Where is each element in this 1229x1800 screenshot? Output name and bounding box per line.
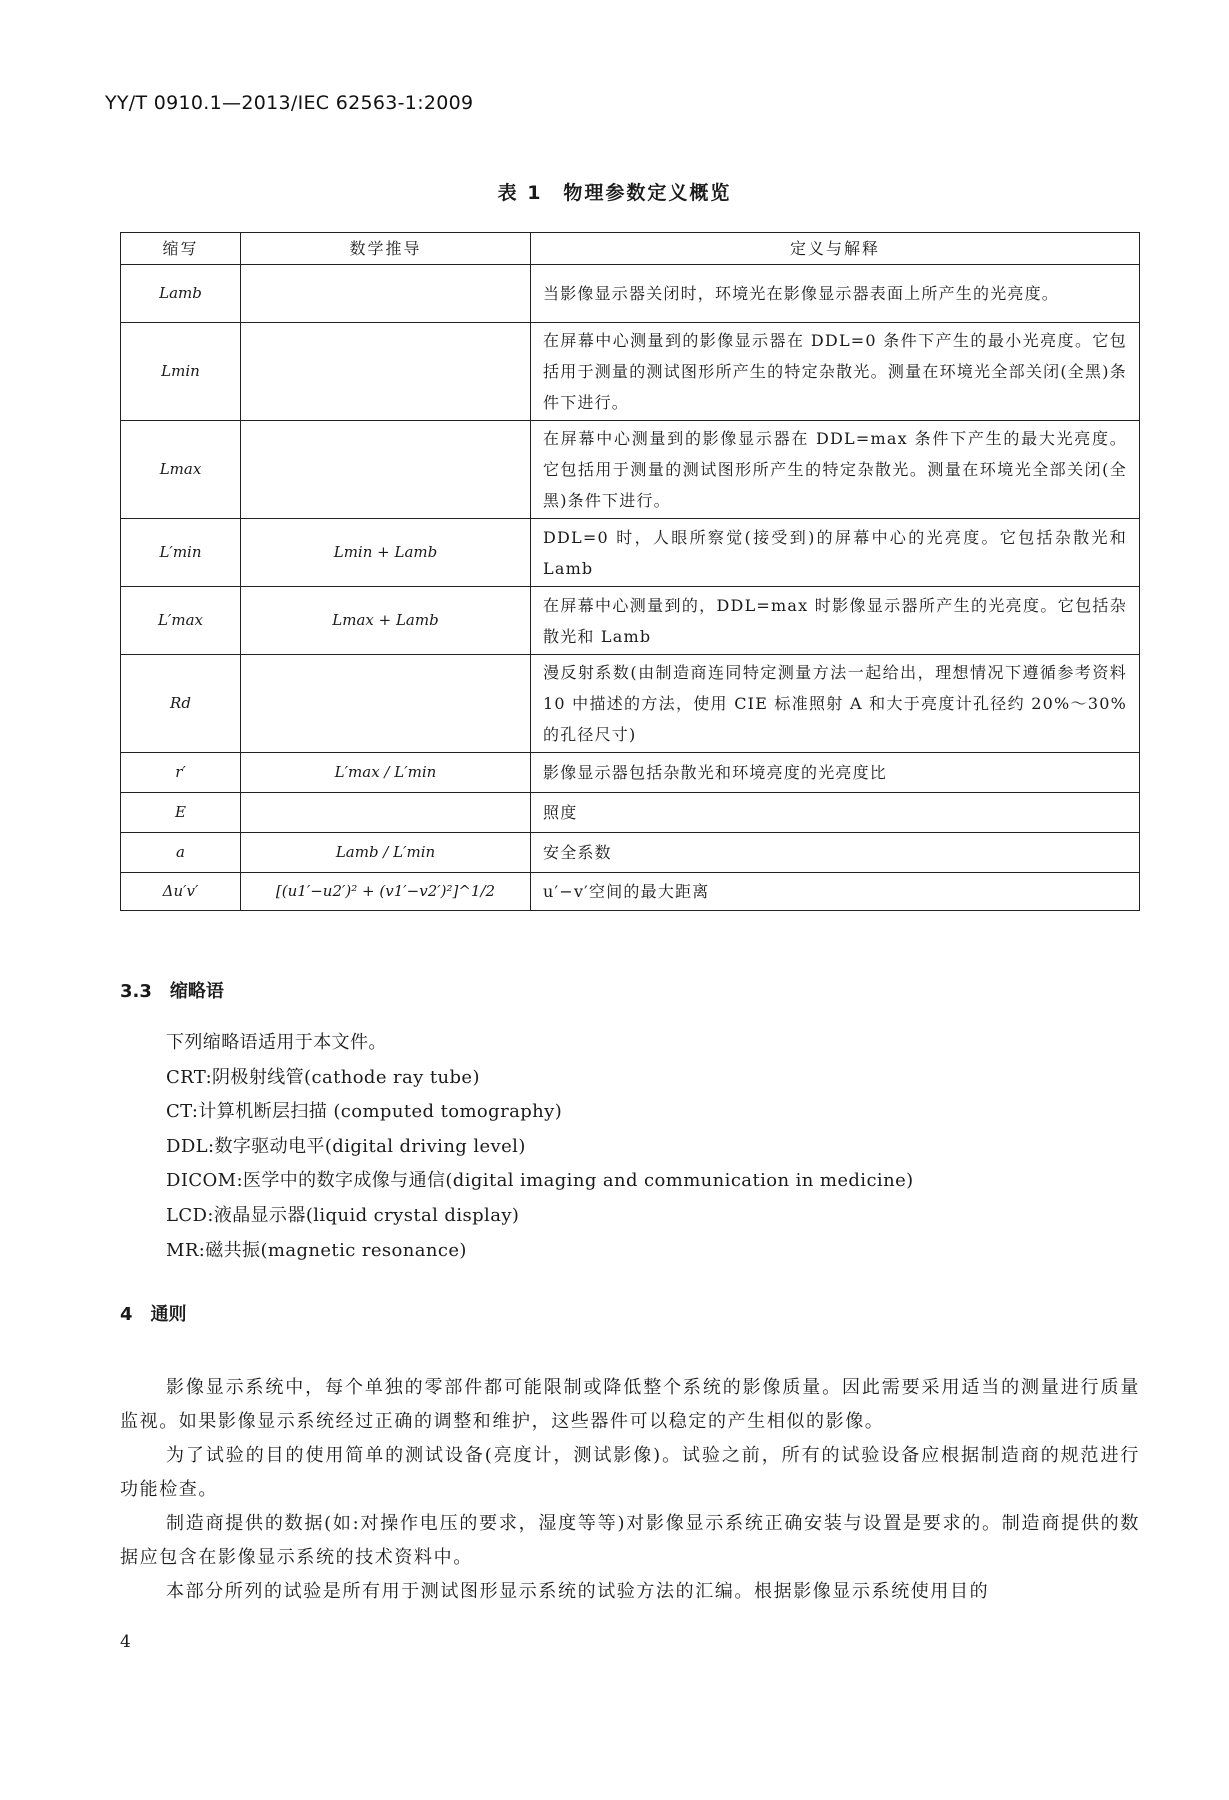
list-item: DICOM:医学中的数字成像与通信(digital imaging and communication in medicine)	[166, 1170, 914, 1192]
list-item: CRT:阴极射线管(cathode ray tube)	[166, 1066, 480, 1088]
abbr-cell: Lmax	[121, 421, 241, 519]
definition-cell: 在屏幕中心测量到的影像显示器在 DDL=max 条件下产生的最大光亮度。它包括用于测量的测试图形所产生的特定杂散光。测量在环境光全部关闭(全黑)条件下进行。	[531, 421, 1140, 519]
definition-cell: DDL=0 时，人眼所察觉(接受到)的屏幕中心的光亮度。它包括杂散光和 Lamb	[531, 519, 1140, 587]
definition-cell: 在屏幕中心测量到的影像显示器在 DDL=0 条件下产生的最小光亮度。它包括用于测量的测试图形所产生的特定杂散光。测量在环境光全部关闭(全黑)条件下进行。	[531, 323, 1140, 421]
abbreviation-list	[166, 1026, 914, 1268]
abbr-cell: Δu′v′	[121, 873, 241, 911]
formula-cell	[241, 793, 531, 833]
formula-cell	[241, 323, 531, 421]
column-header: 数学推导	[241, 233, 531, 265]
abbr-cell: r′	[121, 753, 241, 793]
table-row	[121, 753, 1140, 793]
list-item: DDL:数字驱动电平(digital driving level)	[166, 1135, 526, 1157]
definition-cell: u′−v′空间的最大距离	[531, 873, 1140, 911]
definition-cell: 漫反射系数(由制造商连同特定测量方法一起给出，理想情况下遵循参考资料 10 中描述的方法，使用 CIE 标准照射 A 和大于亮度计孔径约 20%～30%的孔径尺寸)	[531, 655, 1140, 753]
table-row	[121, 655, 1140, 753]
abbr-cell: a	[121, 833, 241, 873]
table-title: 表 1 物理参数定义概览	[497, 182, 732, 204]
abbr-cell: Rd	[121, 655, 241, 753]
section-heading-3-3: 3.3 缩略语	[120, 981, 224, 1002]
table-row	[121, 265, 1140, 323]
definition-cell: 影像显示器包括杂散光和环境亮度的光亮度比	[531, 753, 1140, 793]
list-item: LCD:液晶显示器(liquid crystal display)	[166, 1204, 520, 1226]
definition-cell: 在屏幕中心测量到的，DDL=max 时影像显示器所产生的光亮度。它包括杂散光和 Lamb	[531, 587, 1140, 655]
formula-cell	[241, 655, 531, 753]
abbr-cell: Lamb	[121, 265, 241, 323]
definition-cell: 安全系数	[531, 833, 1140, 873]
page-number: 4	[120, 1632, 131, 1652]
definition-cell: 照度	[531, 793, 1140, 833]
list-item: MR:磁共振(magnetic resonance)	[166, 1239, 467, 1261]
table-row	[121, 873, 1140, 911]
general-section-body	[120, 1371, 1140, 1609]
abbr-cell: L′min	[121, 519, 241, 587]
list-item: CT:计算机断层扫描 (computed tomography)	[166, 1101, 563, 1123]
paragraph: 为了试验的目的使用简单的测试设备(亮度计，测试影像)。试验之前，所有的试验设备应根据制造商的规范进行功能检查。	[120, 1445, 1140, 1500]
column-header: 定义与解释	[531, 233, 1140, 265]
table-row	[121, 833, 1140, 873]
definition-cell: 当影像显示器关闭时，环境光在影像显示器表面上所产生的光亮度。	[531, 265, 1140, 323]
abbr-cell: Lmin	[121, 323, 241, 421]
formula-cell: Lmin + Lamb	[241, 519, 531, 587]
formula-cell	[241, 265, 531, 323]
table-row	[121, 519, 1140, 587]
table-header-row	[121, 233, 1140, 265]
list-item: 下列缩略语适用于本文件。	[166, 1032, 387, 1053]
table-row	[121, 587, 1140, 655]
section-heading-4: 4 通则	[120, 1304, 187, 1325]
formula-cell: L′max / L′min	[241, 753, 531, 793]
table-row	[121, 793, 1140, 833]
formula-cell	[241, 421, 531, 519]
column-header: 缩写	[121, 233, 241, 265]
formula-cell: Lmax + Lamb	[241, 587, 531, 655]
table-row	[121, 323, 1140, 421]
abbr-cell: E	[121, 793, 241, 833]
paragraph: 本部分所列的试验是所有用于测试图形显示系统的试验方法的汇编。根据影像显示系统使用目的	[166, 1581, 990, 1602]
paragraph: 制造商提供的数据(如:对操作电压的要求，湿度等等)对影像显示系统正确安装与设置是要求的。制造商提供的数据应包含在影像显示系统的技术资料中。	[120, 1513, 1140, 1568]
abbr-cell: L′max	[121, 587, 241, 655]
table-row	[121, 421, 1140, 519]
formula-cell: Lamb / L′min	[241, 833, 531, 873]
formula-cell: [(u1′−u2′)² + (v1′−v2′)²]^1/2	[241, 873, 531, 911]
parameter-table	[120, 232, 1140, 911]
standard-code: YY/T 0910.1—2013/IEC 62563-1:2009	[105, 92, 474, 114]
paragraph: 影像显示系统中，每个单独的零部件都可能限制或降低整个系统的影像质量。因此需要采用适当的测量进行质量监视。如果影像显示系统经过正确的调整和维护，这些器件可以稳定的产生相似的影像。	[120, 1377, 1140, 1432]
